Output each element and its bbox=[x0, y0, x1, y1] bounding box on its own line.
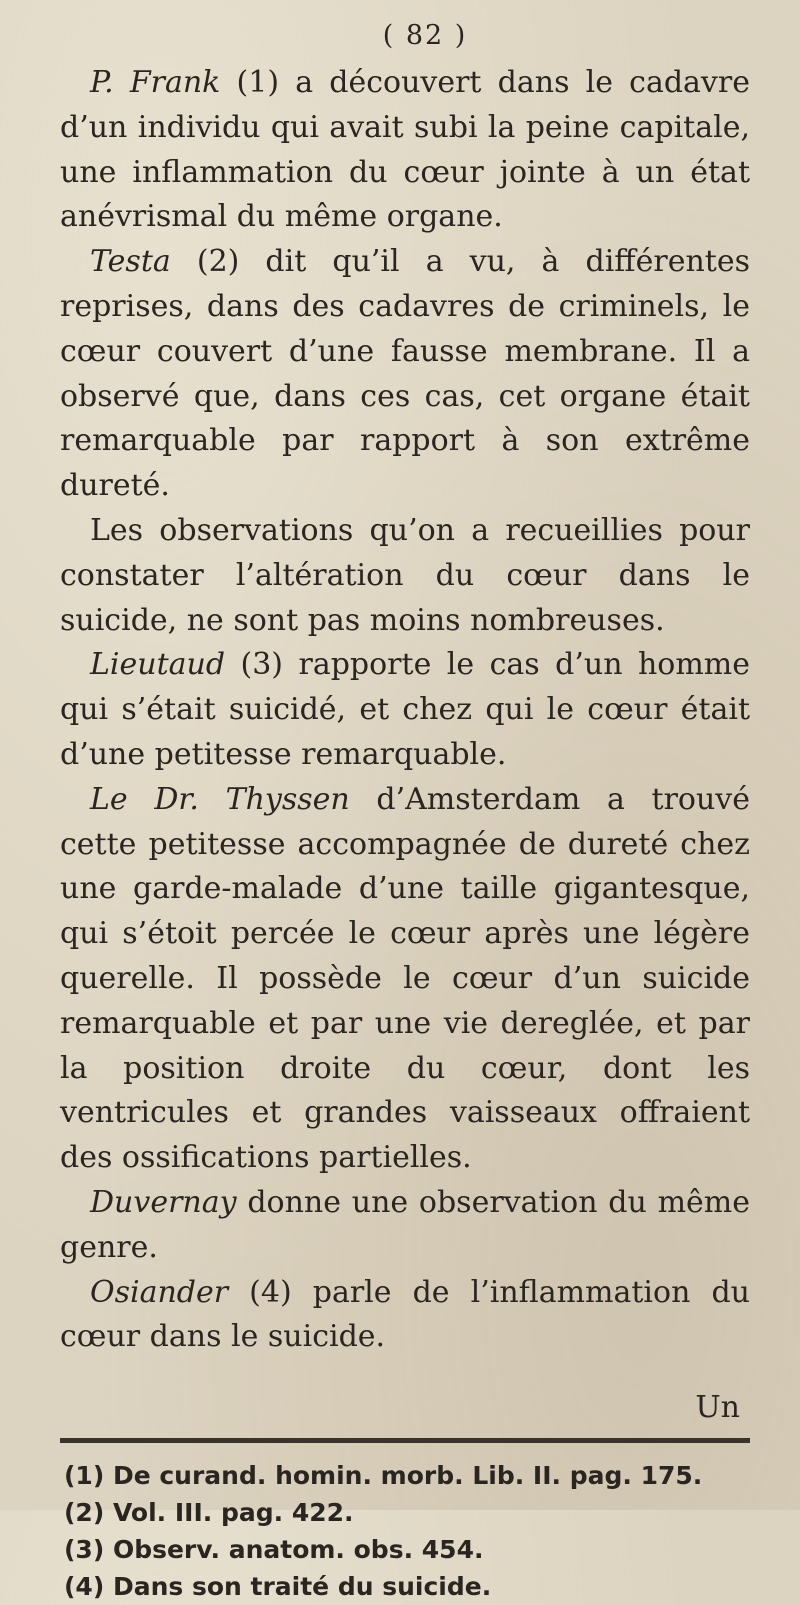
footnote-divider bbox=[60, 1438, 750, 1443]
paragraph-text: donne une observation du même genre. bbox=[60, 1184, 750, 1265]
paragraph-testa bbox=[60, 240, 750, 509]
catchword: Un bbox=[695, 1390, 740, 1426]
paragraph-text: (2) dit qu’il a vu, à différentes reprises, dans des cadavres de criminels, le cœur couvert d’une fausse membrane. Il a observé que, dans ces cas, cet organe était remarquable par rapport à son extrême dureté. bbox=[60, 244, 750, 504]
paragraph-text: (1) a découvert dans le cadavre d’un individu qui avait subi la peine capitale, une inflammation du cœur jointe à un état anévrismal du même organe. bbox=[60, 65, 750, 235]
footnote: (1) De curand. homin. morb. Lib. II. pag. 175. bbox=[64, 1461, 703, 1491]
paragraph-osiander bbox=[60, 1271, 750, 1361]
paragraph-lieutaud bbox=[60, 643, 750, 777]
author-name: P. Frank bbox=[90, 65, 221, 100]
author-name: Duvernay bbox=[90, 1184, 237, 1220]
paragraph-text: d’Amsterdam a trouvé cette petitesse accompagnée de dureté chez une garde-malade d’une taille gigantesque, qui s’étoit percée le cœur après une légère querelle. Il possède le cœur d’un suicide remarquable et par une vie dereglée, et par la position droite du cœur, dont les ventricules et grandes vaisseaux offraient des ossifications partielles. bbox=[60, 781, 750, 1176]
paragraph-duvernay bbox=[60, 1181, 750, 1271]
paragraph-frank bbox=[60, 61, 750, 240]
author-name: Osiander bbox=[90, 1274, 229, 1310]
footnotes bbox=[64, 1457, 750, 1605]
footnote: (3) Observ. anatom. obs. 454. bbox=[64, 1535, 484, 1565]
paragraph-text: (4) parle de l’inflammation du cœur dans le suicide. bbox=[60, 1274, 750, 1355]
paragraph-text: (3) rapporte le cas d’un homme qui s’était suicidé, et chez qui le cœur était d’une petitesse remarquable. bbox=[60, 647, 750, 772]
page-number: ( 82 ) bbox=[382, 20, 468, 51]
author-name: Testa bbox=[90, 244, 171, 280]
paragraph-thyssen bbox=[60, 778, 750, 1181]
footnote: (4) Dans son traité du suicide. bbox=[64, 1572, 492, 1602]
book-page bbox=[60, 20, 750, 1605]
paragraph-text: Les observations qu’on a recueillies pour constater l’altération du cœur dans le suicide, ne sont pas moins nombreuses. bbox=[60, 512, 750, 638]
author-name: Lieutaud bbox=[90, 647, 226, 683]
footnote: (2) Vol. III. pag. 422. bbox=[64, 1498, 354, 1528]
paragraph-observations bbox=[60, 509, 750, 643]
author-name: Le Dr. Thyssen bbox=[90, 781, 350, 817]
